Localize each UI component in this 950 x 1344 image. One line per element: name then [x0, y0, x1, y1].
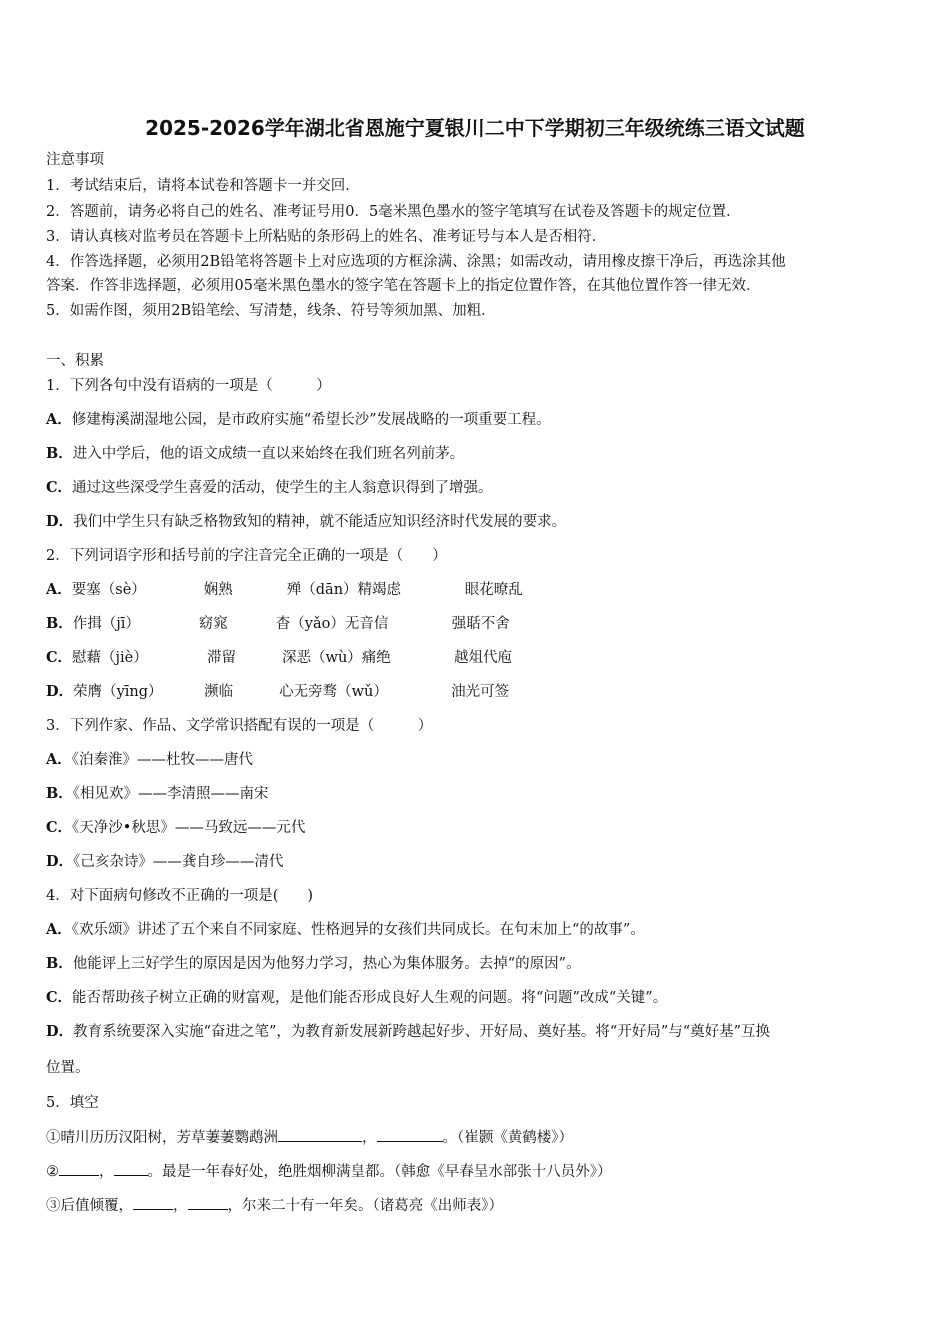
option-a [46, 920, 916, 940]
fill-text: ①晴川历历汉阳树，芳草萋萋鹦鹉洲 [46, 1130, 278, 1146]
option-text: 通过这些深受学生喜爱的活动，使学生的主人翁意识得到了增强。 [72, 480, 493, 496]
option-text: 《欢乐颂》讲述了五个来自不同家庭、性格迥异的女孩们共同成长。在句末加上“的故事”。 [71, 922, 645, 938]
option-letter: B． [46, 785, 73, 802]
option-word: 眼花暸乱 [464, 582, 523, 598]
question-stem: 2．下列词语字形和括号前的字注音完全正确的一项是（ ） [46, 548, 447, 564]
fill-text: ， [362, 1130, 377, 1146]
notice-heading: 注意事项 [46, 152, 104, 168]
question-stem: 5．填空 [46, 1095, 99, 1111]
option-text: 我们中学生只有缺乏格物致知的精神，就不能适应知识经济时代发展的要求。 [73, 514, 567, 530]
fill-text: ，尔来二十有一年矣。（诸葛亮《出师表》） [227, 1198, 503, 1214]
option-word: 濒临 [204, 684, 234, 700]
option-word: 油光可签 [451, 684, 510, 700]
option-text: 进入中学后，他的语文成绩一直以来始终在我们班名列前茅。 [72, 446, 465, 462]
notice-item: 3．请认真核对监考员在答题卡上所粘贴的条形码上的姓名、准考证号与本人是否相符． [46, 229, 607, 245]
option-text: 他能评上三好学生的原因是因为他努力学习，热心为集体服务。去掉“的原因”。 [72, 956, 581, 972]
answer-blank[interactable] [278, 1127, 362, 1142]
option-word: 殚（dān）精竭虑 [286, 582, 402, 598]
option-word: 深恶（wù）痛绝 [282, 650, 391, 666]
option-d [46, 852, 916, 872]
section-heading: 一、积累 [46, 353, 104, 369]
option-a [46, 750, 916, 770]
option-a [46, 410, 916, 430]
answer-blank[interactable] [188, 1195, 228, 1210]
option-letter: C． [46, 819, 73, 836]
option-b [46, 954, 916, 974]
option-c [46, 648, 916, 668]
answer-blank[interactable] [377, 1127, 443, 1142]
option-word: 荣膺（yīng） [73, 684, 163, 700]
option-letter: B． [46, 445, 73, 462]
notice-item: 5．如需作图，须用2B铅笔绘、写清楚，线条、符号等须加黑、加粗． [46, 303, 496, 319]
option-letter: B． [46, 955, 73, 972]
option-text: 《相见欢》——李清照——南宋 [72, 786, 269, 802]
fill-item [46, 1195, 916, 1216]
notice-item: 2．答题前，请务必将自己的姓名、准考证号用0．5毫米黑色墨水的签字笔填写在试卷及答题卡的规定位置． [46, 204, 741, 220]
option-word: 窈窕 [198, 616, 228, 632]
option-c [46, 478, 916, 498]
option-letter: A． [46, 581, 72, 598]
option-letter: D． [46, 683, 74, 700]
option-d [46, 512, 916, 532]
option-letter: D． [46, 853, 74, 870]
fill-text: 。（崔颢《黄鹤楼》） [442, 1130, 573, 1146]
option-text: 修建梅溪湖湿地公园，是市政府实施“希望长沙”发展战略的一项重要工程。 [71, 412, 551, 428]
fill-text: ， [99, 1164, 114, 1180]
answer-blank[interactable] [59, 1161, 99, 1176]
option-c [46, 818, 916, 838]
option-word: 杳（yǎo）无音信 [275, 616, 389, 632]
option-letter: A． [46, 921, 72, 938]
question-stem: 4．对下面病句修改不正确的一项是( ) [46, 888, 314, 904]
question-stem: 3．下列作家、作品、文学常识搭配有误的一项是（ ） [46, 718, 433, 734]
option-text: 能否帮助孩子树立正确的财富观，是他们能否形成良好人生观的问题。将“问题”改成“关键”。 [72, 990, 668, 1006]
option-letter: D． [46, 1023, 74, 1040]
option-text: 《泊秦淮》——杜牧——唐代 [71, 752, 254, 768]
fill-text: ， [173, 1198, 188, 1214]
fill-item [46, 1127, 916, 1148]
option-b [46, 614, 916, 634]
fill-item [46, 1161, 916, 1182]
option-text: 教育系统要深入实施“奋进之笔”，为教育新发展新跨越起好步、开好局、奠好基。将“开好局”与“奠好基”互换 [73, 1024, 771, 1040]
option-word: 心无旁骛（wǔ） [279, 684, 388, 700]
option-letter: C． [46, 989, 73, 1006]
option-d [46, 1022, 916, 1042]
fill-text: ② [46, 1164, 59, 1180]
option-a [46, 580, 916, 600]
option-letter: A． [46, 751, 72, 768]
option-b [46, 444, 916, 464]
page-title: 2025-2026学年湖北省恩施宁夏银川二中下学期初三年级统练三语文试题 [145, 116, 805, 140]
option-word: 娴熟 [203, 582, 233, 598]
notice-item: 1．考试结束后，请将本试卷和答题卡一并交回． [46, 178, 360, 194]
option-letter: C． [46, 479, 73, 496]
option-b [46, 784, 916, 804]
answer-blank[interactable] [114, 1161, 148, 1176]
option-word: 要塞（sè） [71, 582, 146, 598]
fill-text: ③后值倾覆， [46, 1198, 133, 1214]
option-letter: C． [46, 649, 73, 666]
option-word: 作揖（jī） [72, 616, 140, 632]
option-letter: A． [46, 411, 72, 428]
option-text: 《己亥杂诗》——龚自珍——清代 [73, 854, 284, 870]
fill-text: 。最是一年春好处，绝胜烟柳满皇都。（韩愈《早春呈水部张十八员外》） [147, 1164, 612, 1180]
notice-item: 4．作答选择题，必须用2B铅笔将答题卡上对应选项的方框涂满、涂黑；如需改动，请用橡皮擦干净后，再选涂其他 [46, 254, 786, 270]
option-letter: D． [46, 513, 74, 530]
question-stem: 1．下列各句中没有语病的一项是（ ） [46, 378, 331, 394]
option-d-continued: 位置。 [46, 1060, 90, 1076]
option-d [46, 682, 916, 702]
option-c [46, 988, 916, 1008]
option-word: 强聒不舍 [451, 616, 510, 632]
notice-item: 答案．作答非选择题，必须用05毫米黑色墨水的签字笔在答题卡上的指定位置作答，在其他位置作答一律无效． [46, 278, 761, 294]
answer-blank[interactable] [133, 1195, 173, 1210]
option-text: 《天净沙•秋思》——马致远——元代 [72, 820, 306, 836]
option-word: 越俎代庖 [454, 650, 513, 666]
option-word: 滞留 [207, 650, 237, 666]
option-word: 慰藉（jiè） [72, 650, 148, 666]
option-letter: B． [46, 615, 73, 632]
